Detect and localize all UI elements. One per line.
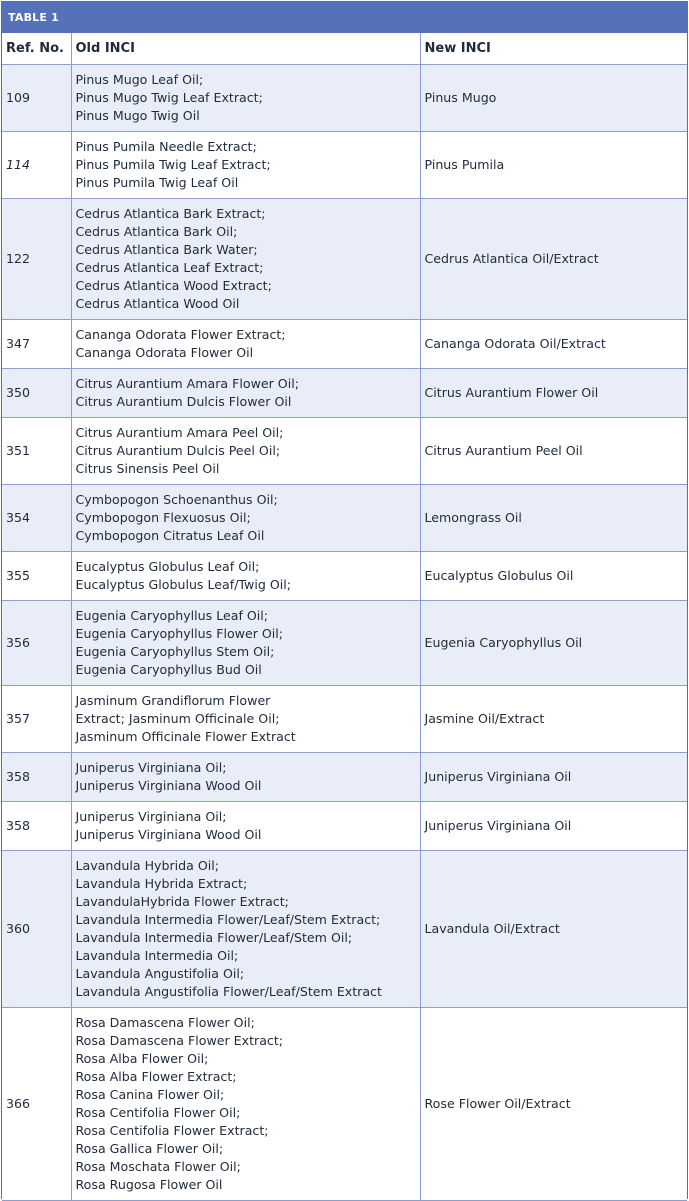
new-inci-cell: Cedrus Atlantica Oil/Extract: [420, 199, 687, 320]
old-inci-line: Lavandula Hybrida Oil;: [75, 858, 220, 873]
table-row: [2, 369, 687, 418]
new-inci-cell: Cananga Odorata Oil/Extract: [420, 320, 687, 369]
old-inci-line: Juniperus Virginiana Wood Oil: [75, 778, 262, 793]
old-inci-line: Eugenia Caryophyllus Flower Oil;: [75, 626, 284, 641]
old-inci-line: Rosa Damascena Flower Oil;: [75, 1015, 255, 1030]
old-inci-cell: [71, 369, 420, 418]
old-inci-line: Cedrus Atlantica Wood Oil: [75, 296, 240, 311]
old-inci-line: Cymbopogon Flexuosus Oil;: [75, 510, 251, 525]
old-inci-line: Rosa Gallica Flower Oil;: [75, 1141, 224, 1156]
table-row: [2, 601, 687, 686]
old-inci-line: Citrus Aurantium Amara Peel Oil;: [75, 425, 284, 440]
old-inci-line: Citrus Sinensis Peel Oil: [75, 461, 220, 476]
ref-no-cell: 366: [2, 1008, 71, 1201]
table-body: [2, 65, 687, 1201]
new-inci-cell: Citrus Aurantium Flower Oil: [420, 369, 687, 418]
old-inci-line: Lavandula Hybrida Extract;: [75, 876, 248, 891]
old-inci-cell: [71, 132, 420, 199]
old-inci-line: Eugenia Caryophyllus Bud Oil: [75, 662, 262, 677]
new-inci-cell: Rose Flower Oil/Extract: [420, 1008, 687, 1201]
new-inci-cell: Lavandula Oil/Extract: [420, 851, 687, 1008]
old-inci-line: Rosa Alba Flower Oil;: [75, 1051, 209, 1066]
old-inci-line: Jasminum Grandiflorum Flower: [75, 693, 271, 708]
old-inci-line: Cedrus Atlantica Bark Extract;: [75, 206, 266, 221]
new-inci-cell: Juniperus Virginiana Oil: [420, 753, 687, 802]
old-inci-line: Cedrus Atlantica Leaf Extract;: [75, 260, 264, 275]
old-inci-cell: [71, 851, 420, 1008]
old-inci-line: Rosa Rugosa Flower Oil: [75, 1177, 223, 1192]
old-inci-line: Lavandula Intermedia Oil;: [75, 948, 239, 963]
table-row: [2, 753, 687, 802]
old-inci-line: Rosa Centifolia Flower Oil;: [75, 1105, 241, 1120]
inci-table-container: [1, 1, 688, 1199]
old-inci-line: Rosa Alba Flower Extract;: [75, 1069, 237, 1084]
table-header: [2, 33, 687, 65]
ref-no-cell: 356: [2, 601, 71, 686]
table-row: [2, 851, 687, 1008]
old-inci-line: Jasminum Officinale Flower Extract: [75, 729, 296, 744]
ref-no-cell: 358: [2, 753, 71, 802]
old-inci-line: Eugenia Caryophyllus Stem Oil;: [75, 644, 275, 659]
header-new-inci: New INCI: [420, 33, 687, 65]
old-inci-cell: [71, 65, 420, 132]
old-inci-cell: [71, 320, 420, 369]
old-inci-line: Rosa Canina Flower Oil;: [75, 1087, 225, 1102]
ref-no-cell: 360: [2, 851, 71, 1008]
table-title: TABLE 1: [2, 2, 687, 33]
header-ref-no: Ref. No.: [2, 33, 71, 65]
old-inci-cell: [71, 1008, 420, 1201]
old-inci-line: Citrus Aurantium Amara Flower Oil;: [75, 376, 299, 391]
table-row: [2, 132, 687, 199]
old-inci-line: Eucalyptus Globulus Leaf Oil;: [75, 559, 260, 574]
new-inci-cell: Eugenia Caryophyllus Oil: [420, 601, 687, 686]
inci-table: [2, 33, 687, 1201]
new-inci-cell: Pinus Mugo: [420, 65, 687, 132]
old-inci-line: Rosa Centifolia Flower Extract;: [75, 1123, 269, 1138]
old-inci-line: Lavandula Angustifolia Flower/Leaf/Stem Extract: [75, 984, 382, 999]
old-inci-cell: [71, 485, 420, 552]
new-inci-cell: Lemongrass Oil: [420, 485, 687, 552]
table-row: [2, 65, 687, 132]
old-inci-cell: [71, 418, 420, 485]
new-inci-cell: Pinus Pumila: [420, 132, 687, 199]
old-inci-line: Cedrus Atlantica Bark Oil;: [75, 224, 238, 239]
ref-no-cell: 354: [2, 485, 71, 552]
old-inci-line: Cananga Odorata Flower Extract;: [75, 327, 286, 342]
table-row: [2, 418, 687, 485]
old-inci-cell: [71, 686, 420, 753]
old-inci-line: Citrus Aurantium Dulcis Peel Oil;: [75, 443, 281, 458]
old-inci-line: Juniperus Virginiana Wood Oil: [75, 827, 262, 842]
old-inci-line: Pinus Pumila Twig Leaf Extract;: [75, 157, 271, 172]
header-old-inci: Old INCI: [71, 33, 420, 65]
table-row: [2, 1008, 687, 1201]
old-inci-line: Cymbopogon Schoenanthus Oil;: [75, 492, 278, 507]
old-inci-line: Rosa Damascena Flower Extract;: [75, 1033, 284, 1048]
ref-no-cell: 122: [2, 199, 71, 320]
old-inci-line: Juniperus Virginiana Oil;: [75, 809, 227, 824]
ref-no-cell: 351: [2, 418, 71, 485]
old-inci-line: Lavandula Angustifolia Oil;: [75, 966, 245, 981]
ref-no-cell: 355: [2, 552, 71, 601]
table-row: [2, 552, 687, 601]
old-inci-line: Citrus Aurantium Dulcis Flower Oil: [75, 394, 292, 409]
ref-no-cell: 358: [2, 802, 71, 851]
table-row: [2, 199, 687, 320]
ref-no-cell: 109: [2, 65, 71, 132]
old-inci-line: Pinus Mugo Leaf Oil;: [75, 72, 204, 87]
old-inci-line: Cymbopogon Citratus Leaf Oil: [75, 528, 265, 543]
ref-no-cell: 350: [2, 369, 71, 418]
old-inci-cell: [71, 802, 420, 851]
old-inci-line: Pinus Pumila Needle Extract;: [75, 139, 257, 154]
table-row: [2, 802, 687, 851]
old-inci-line: Eugenia Caryophyllus Leaf Oil;: [75, 608, 269, 623]
old-inci-line: Extract; Jasminum Officinale Oil;: [75, 711, 280, 726]
old-inci-cell: [71, 601, 420, 686]
new-inci-cell: Eucalyptus Globulus Oil: [420, 552, 687, 601]
old-inci-cell: [71, 552, 420, 601]
table-row: [2, 485, 687, 552]
old-inci-line: Cedrus Atlantica Bark Water;: [75, 242, 258, 257]
old-inci-line: LavandulaHybrida Flower Extract;: [75, 894, 289, 909]
old-inci-line: Lavandula Intermedia Flower/Leaf/Stem Oil;: [75, 930, 353, 945]
old-inci-line: Pinus Pumila Twig Leaf Oil: [75, 175, 239, 190]
old-inci-line: Pinus Mugo Twig Leaf Extract;: [75, 90, 263, 105]
old-inci-line: Cananga Odorata Flower Oil: [75, 345, 254, 360]
old-inci-line: Eucalyptus Globulus Leaf/Twig Oil;: [75, 577, 291, 592]
ref-no-cell: 357: [2, 686, 71, 753]
new-inci-cell: Citrus Aurantium Peel Oil: [420, 418, 687, 485]
old-inci-line: Pinus Mugo Twig Oil: [75, 108, 200, 123]
new-inci-cell: Juniperus Virginiana Oil: [420, 802, 687, 851]
table-row: [2, 320, 687, 369]
old-inci-cell: [71, 753, 420, 802]
old-inci-line: Rosa Moschata Flower Oil;: [75, 1159, 241, 1174]
old-inci-line: Lavandula Intermedia Flower/Leaf/Stem Extract;: [75, 912, 381, 927]
old-inci-cell: [71, 199, 420, 320]
table-row: [2, 686, 687, 753]
ref-no-cell: 347: [2, 320, 71, 369]
old-inci-line: Cedrus Atlantica Wood Extract;: [75, 278, 272, 293]
new-inci-cell: Jasmine Oil/Extract: [420, 686, 687, 753]
ref-no-cell: 114: [2, 132, 71, 199]
old-inci-line: Juniperus Virginiana Oil;: [75, 760, 227, 775]
